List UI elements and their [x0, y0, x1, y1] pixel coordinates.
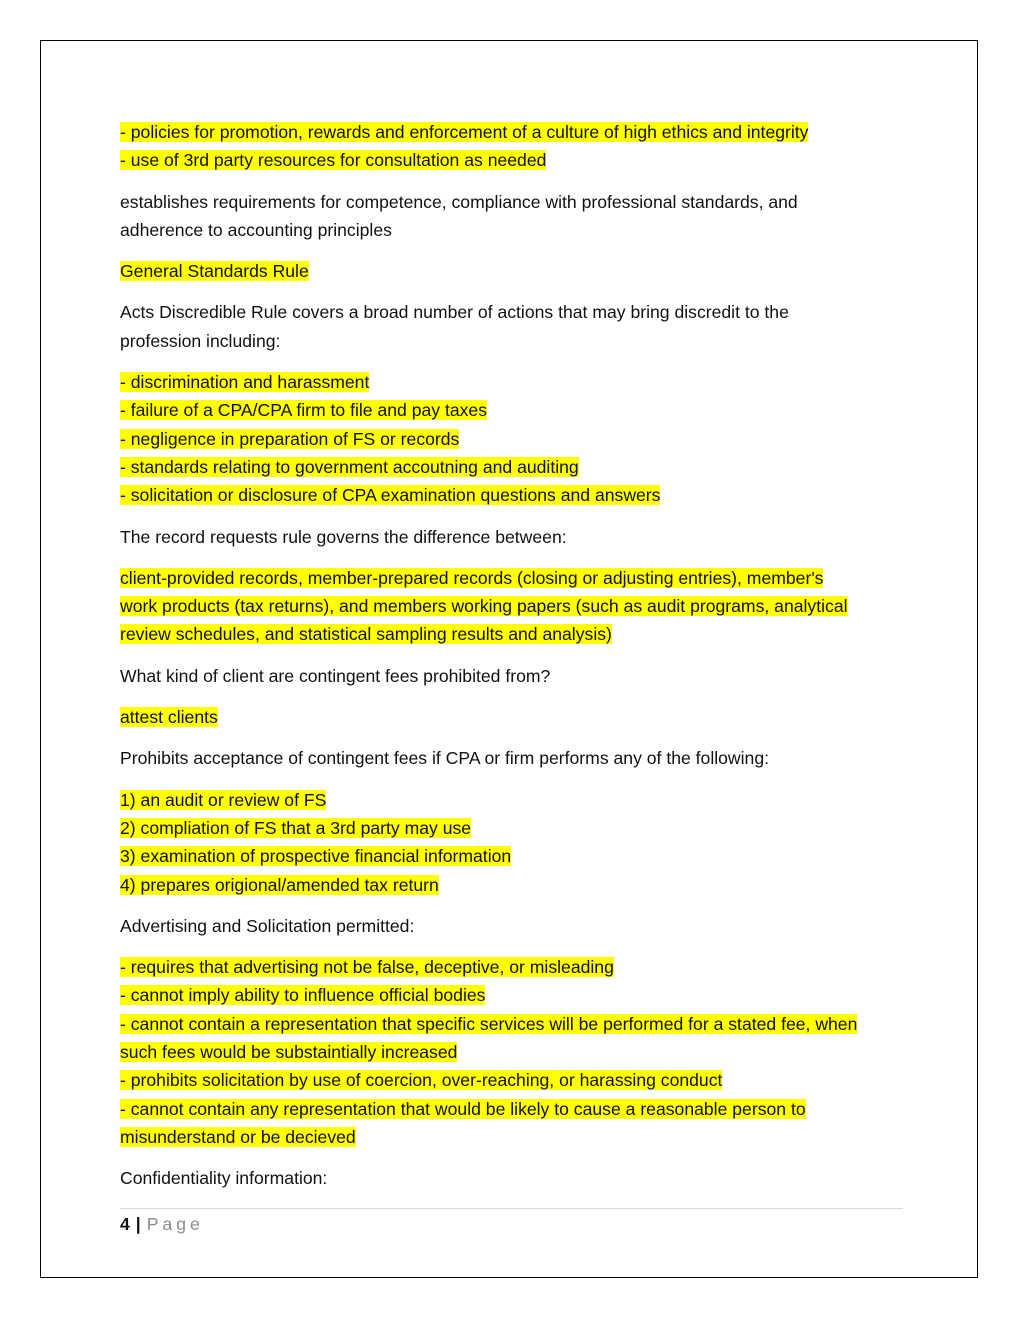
text-line	[120, 786, 910, 814]
text-line	[120, 1095, 910, 1123]
paragraph	[120, 188, 910, 245]
text-line	[120, 188, 910, 216]
text-line	[120, 257, 910, 285]
highlighted-text: review schedules, and statistical sampling results and analysis)	[120, 624, 612, 645]
highlighted-paragraph	[120, 953, 910, 1151]
text-line	[120, 871, 910, 899]
highlighted-paragraph	[120, 257, 910, 285]
text-line	[120, 842, 910, 870]
body-text: Prohibits acceptance of contingent fees if CPA or firm performs any of the following:	[120, 748, 770, 769]
text-line	[120, 481, 910, 509]
highlighted-paragraph	[120, 368, 910, 509]
highlighted-text: work products (tax returns), and members working papers (such as audit programs, analytical	[120, 596, 848, 617]
paragraph	[120, 744, 910, 772]
paragraph	[120, 298, 910, 355]
text-line	[120, 1038, 910, 1066]
text-line	[120, 216, 910, 244]
highlighted-text: attest clients	[120, 707, 218, 728]
text-line	[120, 814, 910, 842]
highlighted-text: misunderstand or be decieved	[120, 1126, 356, 1147]
highlighted-text: - negligence in preparation of FS or records	[120, 428, 460, 449]
text-line	[120, 453, 910, 481]
footer-separator: |	[135, 1214, 141, 1234]
highlighted-text: - failure of a CPA/CPA firm to file and pay taxes	[120, 400, 488, 421]
text-line	[120, 662, 910, 690]
highlighted-paragraph	[120, 703, 910, 731]
highlighted-text: - discrimination and harassment	[120, 372, 370, 393]
text-line	[120, 1066, 910, 1094]
highlighted-paragraph	[120, 118, 910, 175]
highlighted-text: - prohibits solicitation by use of coercion, over-reaching, or harassing conduct	[120, 1070, 723, 1091]
body-text: adherence to accounting principles	[120, 219, 392, 240]
text-line	[120, 912, 910, 940]
paragraph	[120, 662, 910, 690]
text-line	[120, 1123, 910, 1151]
footer-rule	[120, 1208, 903, 1209]
text-line	[120, 620, 910, 648]
text-line	[120, 146, 910, 174]
text-line	[120, 592, 910, 620]
text-line	[120, 953, 910, 981]
highlighted-text: - policies for promotion, rewards and enforcement of a culture of high ethics and integrity	[120, 122, 809, 142]
text-line	[120, 396, 910, 424]
page-label: Page	[146, 1214, 204, 1234]
text-line	[120, 368, 910, 396]
highlighted-text: - cannot contain any representation that would be likely to cause a reasonable person to	[120, 1098, 806, 1119]
page-number: 4	[120, 1214, 130, 1234]
body-text: Acts Discredible Rule covers a broad number of actions that may bring discredit to the	[120, 302, 789, 323]
highlighted-text: 3) examination of prospective financial information	[120, 846, 512, 867]
highlighted-text: - requires that advertising not be false, deceptive, or misleading	[120, 957, 614, 978]
text-line	[120, 744, 910, 772]
highlighted-text: client-provided records, member-prepared records (closing or adjusting entries), member's	[120, 567, 824, 588]
paragraph	[120, 1164, 910, 1192]
paragraph	[120, 523, 910, 551]
highlighted-paragraph	[120, 564, 910, 649]
text-line	[120, 981, 910, 1009]
highlighted-text: such fees would be substaintially increased	[120, 1042, 458, 1063]
highlighted-text: General Standards Rule	[120, 261, 309, 282]
text-line	[120, 1010, 910, 1038]
body-text: establishes requirements for competence, compliance with professional standards, and	[120, 191, 798, 212]
paragraph	[120, 912, 910, 940]
body-text: Confidentiality information:	[120, 1168, 328, 1189]
highlighted-text: - use of 3rd party resources for consultation as needed	[120, 150, 547, 171]
highlighted-paragraph	[120, 786, 910, 899]
text-line	[120, 118, 910, 146]
text-line	[120, 425, 910, 453]
body-text: What kind of client are contingent fees prohibited from?	[120, 665, 551, 686]
highlighted-text: - solicitation or disclosure of CPA examination questions and answers	[120, 485, 661, 506]
text-line	[120, 523, 910, 551]
highlighted-text: - cannot contain a representation that specific services will be performed for a stated fee, when	[120, 1013, 858, 1034]
body-text: profession including:	[120, 330, 281, 351]
highlighted-text: - cannot imply ability to influence official bodies	[120, 985, 486, 1006]
text-line	[120, 1164, 910, 1192]
text-line	[120, 703, 910, 731]
text-line	[120, 564, 910, 592]
highlighted-text: - standards relating to government accoutning and auditing	[120, 456, 579, 477]
body-text: The record requests rule governs the difference between:	[120, 526, 567, 547]
highlighted-text: 1) an audit or review of FS	[120, 789, 327, 810]
page-footer	[120, 1210, 204, 1238]
text-line	[120, 327, 910, 355]
body-text: Advertising and Solicitation permitted:	[120, 915, 415, 936]
highlighted-text: 4) prepares origional/amended tax return	[120, 874, 439, 895]
document-body	[120, 118, 910, 1206]
highlighted-text: 2) compliation of FS that a 3rd party may use	[120, 817, 472, 838]
text-line	[120, 298, 910, 326]
